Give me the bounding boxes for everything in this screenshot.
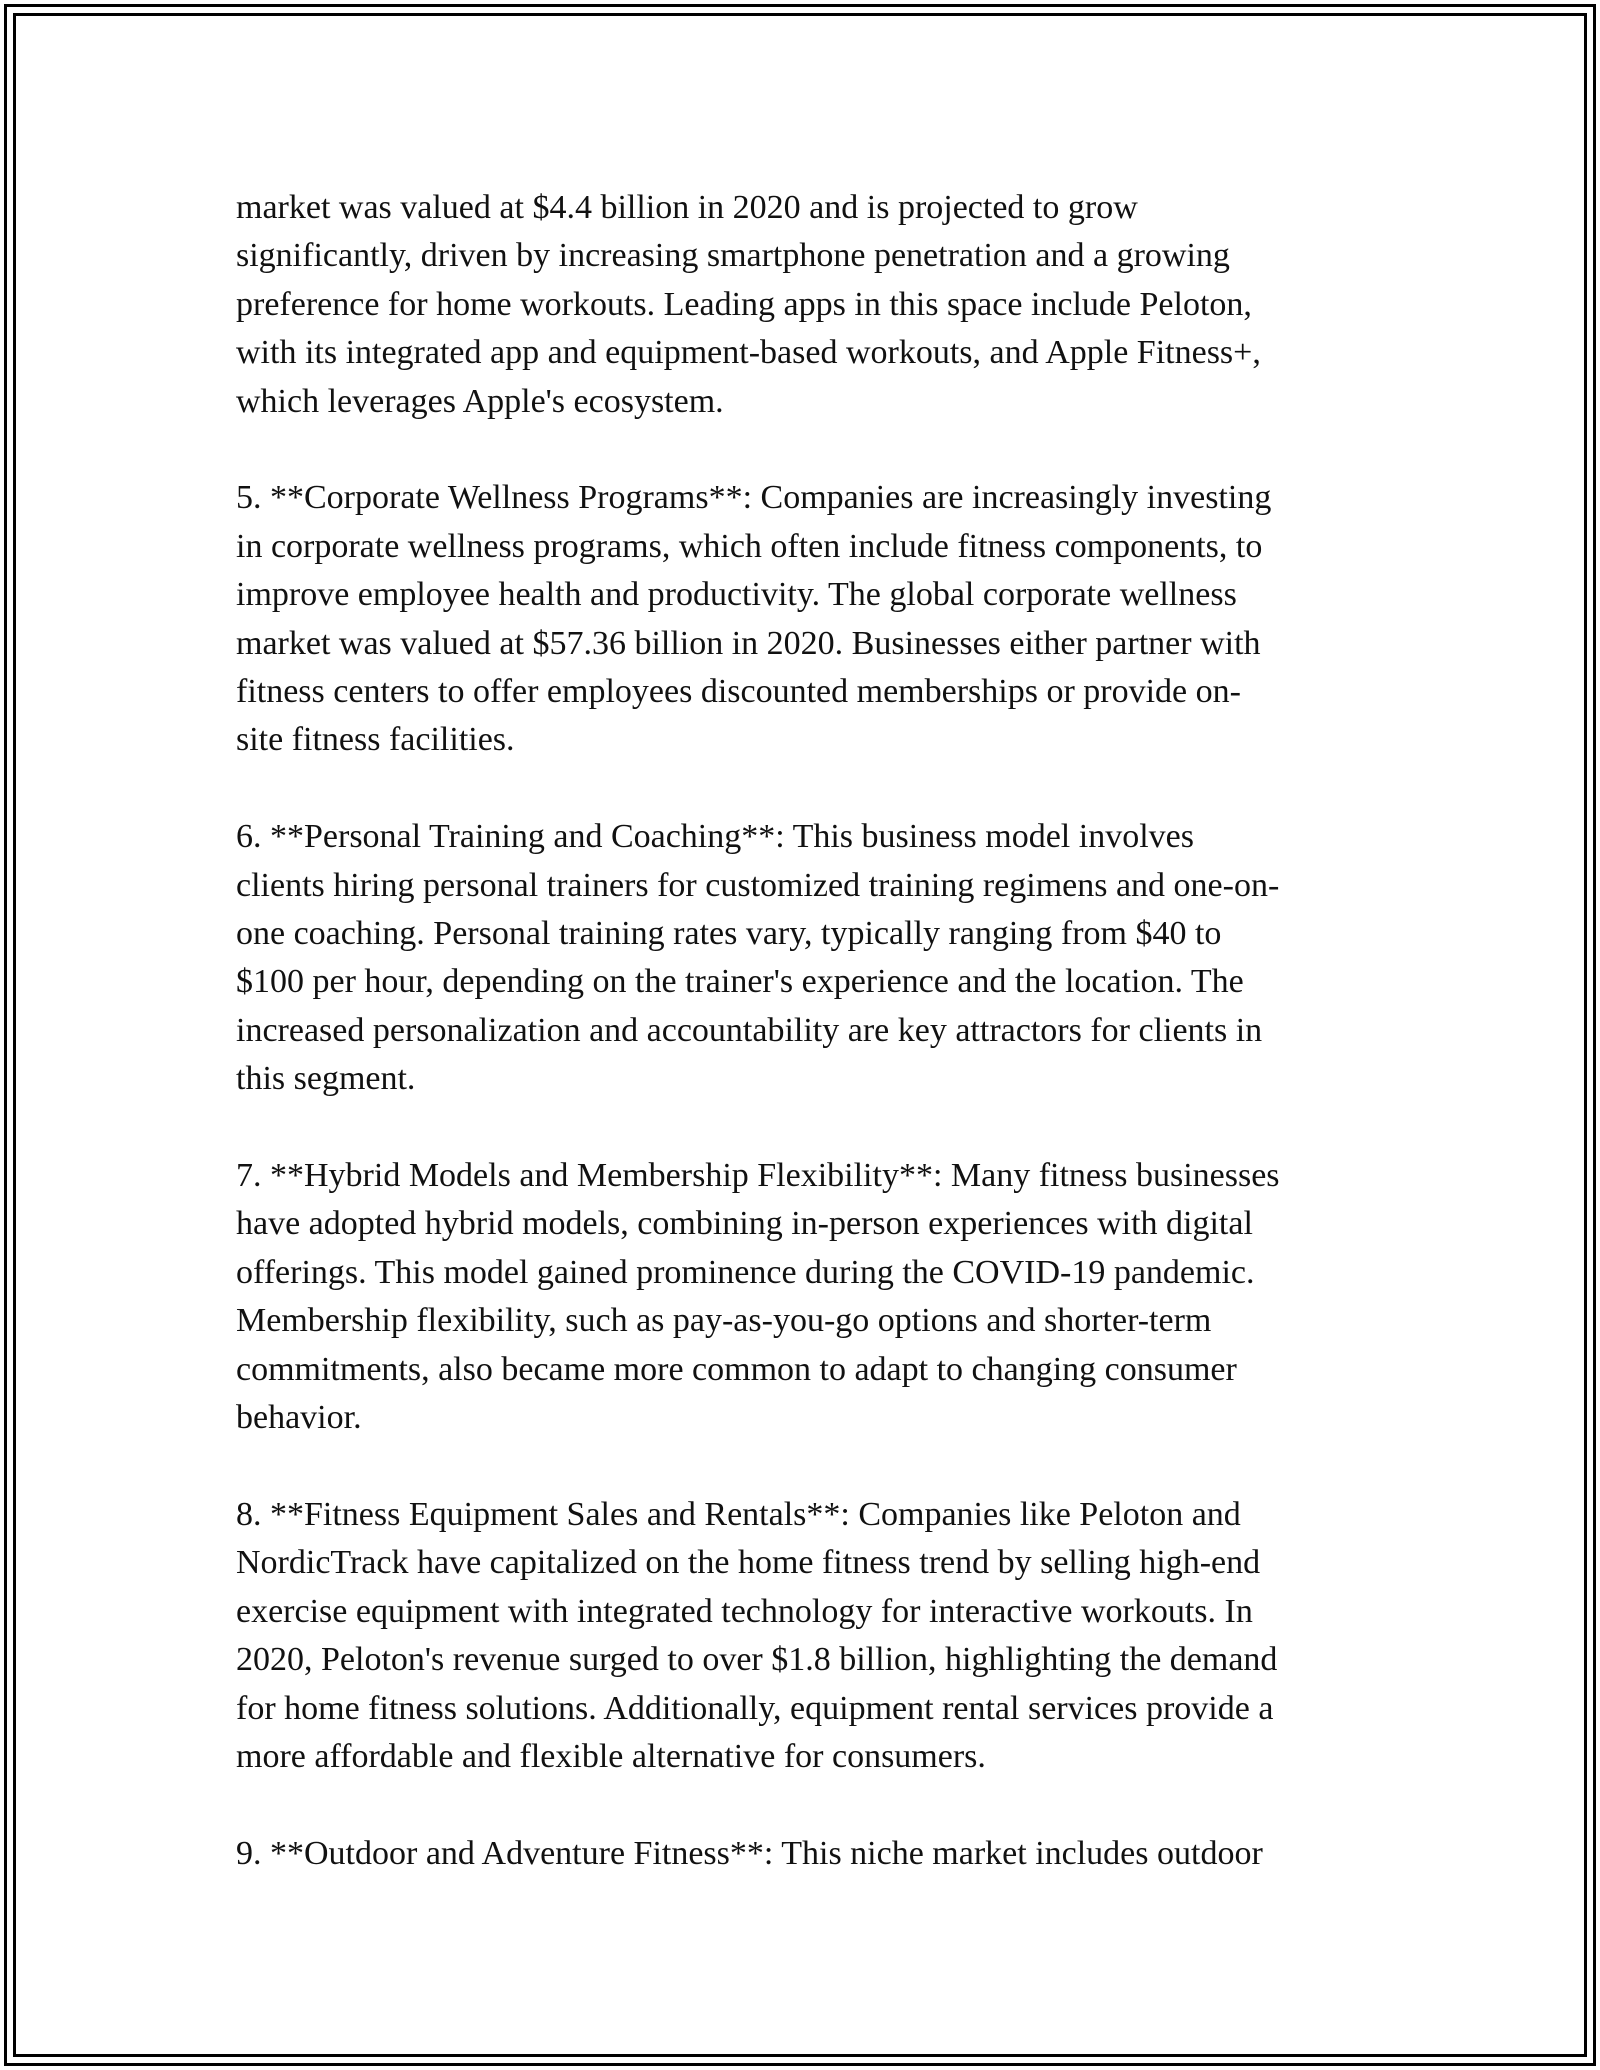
paragraph-outdoor-fitness: 9. **Outdoor and Adventure Fitness**: This niche market includes outdoor (236, 1834, 1263, 1872)
document-body (236, 184, 1376, 1878)
paragraph-hybrid-models: 7. **Hybrid Models and Membership Flexibility**: Many fitness businesses have adopted hybrid models, combining in-person experiences with digital offerings. This model gained prominence during the COVID-19 pandemic. Membership flexibility, such as pay-as-you-go options and shorter-term commitments, also became more common to adapt to changing consumer behavior. (236, 1157, 1280, 1437)
paragraph-corporate-wellness: 5. **Corporate Wellness Programs**: Companies are increasingly investing in corporate wellness programs, which often include fitness components, to improve employee health and productivity. The global corporate wellness market was valued at $57.36 billion in 2020. Businesses either partner with fitness centers to offer employees discounted memberships or provide on- site fitness facilities. (236, 479, 1272, 759)
paragraph-personal-training: 6. **Personal Training and Coaching**: This business model involves clients hiring personal trainers for customized training regimens and one-on- one coaching. Personal training rates vary, typically ranging from $40 to $100 per hour, depending on the trainer's experience and the location. The increased personalization and accountability are key attractors for clients in this segment. (236, 818, 1280, 1098)
paragraph-app-market: market was valued at $4.4 billion in 2020 and is projected to grow significantly, driven by increasing smartphone penetration and a growing preference for home workouts. Leading apps in this space include Peloton, with its integrated app and equipment-based workouts, and Apple Fitness+, which leverages Apple's ecosystem. (236, 189, 1261, 420)
paragraph-equipment-sales: 8. **Fitness Equipment Sales and Rentals**: Companies like Peloton and NordicTrack have capitalized on the home fitness trend by selling high-end exercise equipment with integrated technology for interactive workouts. In 2020, Peloton's revenue surged to over $1.8 billion, highlighting the demand for home fitness solutions. Additionally, equipment rental services provide a more affordable and flexible alternative for consumers. (236, 1495, 1278, 1775)
